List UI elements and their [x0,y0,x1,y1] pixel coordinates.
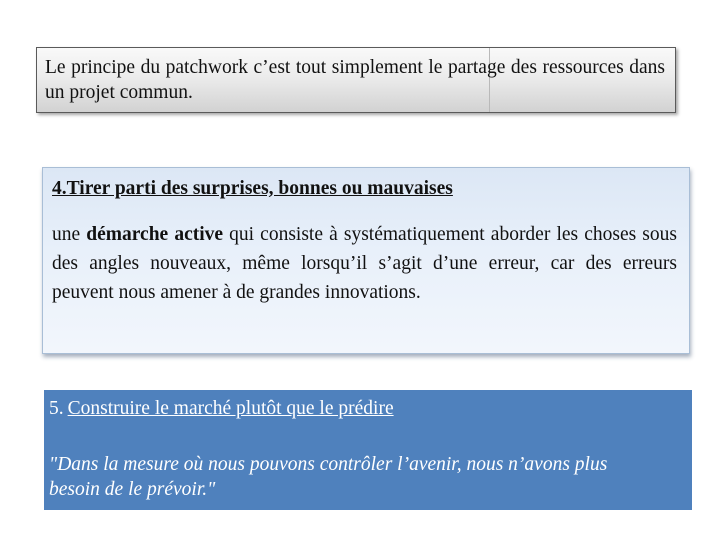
market-quote: "Dans la mesure où nous pouvons contrôler l’avenir, nous n’avons plus besoin de le prévoir." [49,454,608,500]
market-principle-box [44,390,692,510]
surprises-body-start: une [52,224,87,245]
surprises-heading: 4.Tirer parti des surprises, bonnes ou mauvaises [52,178,453,199]
patchwork-principle-box [36,47,676,113]
surprises-body-rest: qui consiste à systématiquement aborder les choses sous des angles nouveaux, même lorsqu’il s’agit d’une erreur, car des erreurs peuvent nous amener à de grandes innovations. [52,224,677,303]
surprises-principle-box [42,167,690,354]
patchwork-principle-text: Le principe du patchwork c’est tout simplement le partage des ressources dans un projet commun. [45,57,665,103]
surprises-body-emphasis: démarche active [86,224,224,245]
surprises-body [52,220,677,307]
market-heading [49,396,682,422]
market-heading-title: Construire le marché plutôt que le prédire [67,398,394,419]
market-heading-number: 5. [49,398,64,419]
